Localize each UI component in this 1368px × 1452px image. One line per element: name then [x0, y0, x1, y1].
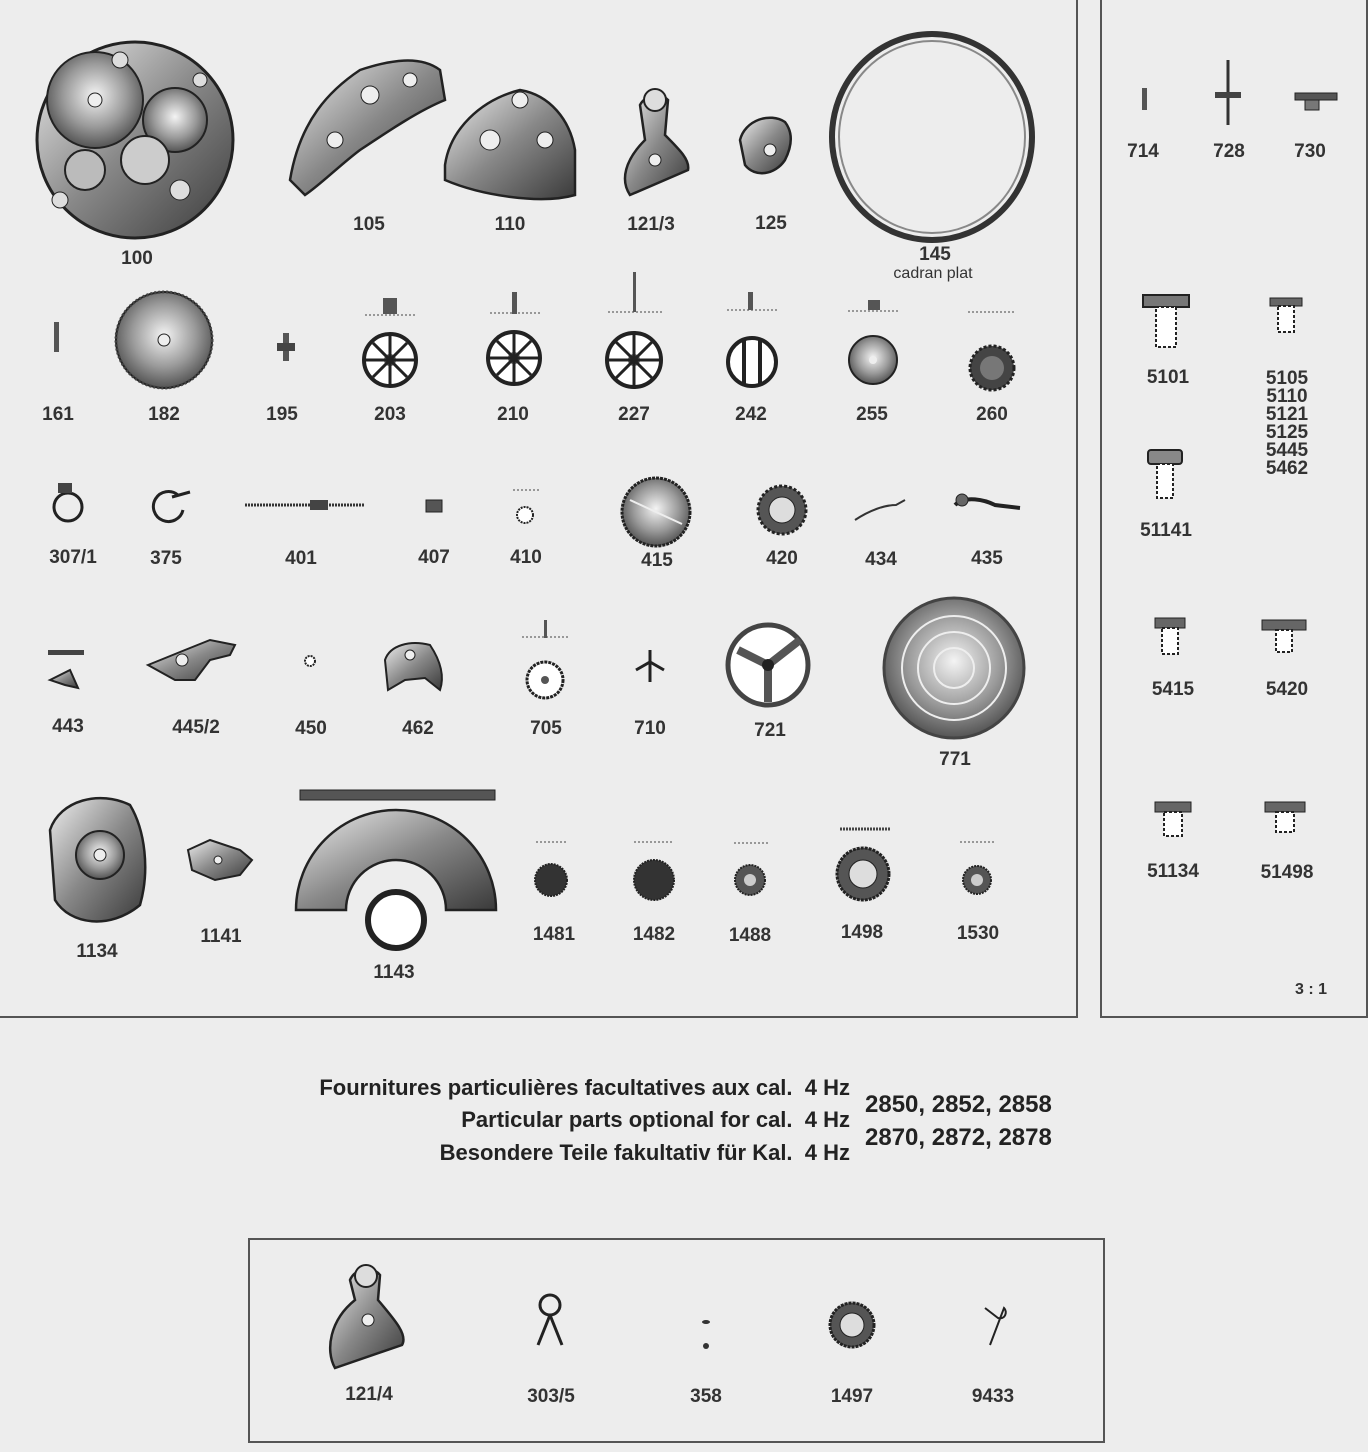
part-420-crown-wheel-icon [758, 486, 806, 534]
opt-label-9433: 9433 [971, 1386, 1015, 1407]
part-445-2-lever-icon [148, 640, 235, 680]
part-sub-145: cadran plat [893, 265, 973, 282]
part-label-1141: 1141 [200, 926, 242, 947]
part-label-771: 771 [939, 749, 971, 770]
part-label-721: 721 [754, 720, 786, 741]
screw-51498-screw-icon [1265, 802, 1305, 832]
part-label-121-3: 121/3 [627, 214, 675, 235]
part-label-445-2: 445/2 [172, 717, 220, 738]
screw-label-5420: 5420 [1265, 679, 1309, 700]
part-443-lever-icon [48, 650, 84, 688]
part-label-100: 100 [121, 248, 153, 269]
caption-english: Particular parts optional for cal. 4 Hz [461, 1107, 850, 1132]
screw-label-5105-group: 5105 5110 5121 5125 5445 5462 [1265, 368, 1309, 479]
part-407-pinion-icon [426, 500, 442, 512]
screw-5420-screw-icon [1262, 620, 1306, 652]
screw-label-51498: 51498 [1260, 862, 1314, 883]
part-label-1530: 1530 [956, 923, 1000, 944]
part-125-plate-icon [740, 118, 791, 174]
opt-9433-spring-wire-icon [985, 1308, 1006, 1345]
part-label-434: 434 [865, 549, 897, 570]
part-label-161: 161 [42, 404, 74, 425]
part-227-wheel-icon [607, 272, 662, 387]
part-161-pin-icon [54, 322, 59, 352]
part-434-spring-wire-icon [855, 500, 905, 520]
opt-121-4-lever-icon [330, 1265, 403, 1368]
screw-51134-screw-icon [1155, 802, 1191, 836]
opt-1497-gear-icon [830, 1303, 874, 1347]
part-label-1488: 1488 [728, 925, 772, 946]
part-771-hairspring-icon [884, 598, 1024, 738]
screw-label-714: 714 [1127, 141, 1159, 162]
caption-german: Besondere Teile fakultativ für Kal. 4 Hz [439, 1140, 850, 1165]
screw-label-51141: 51141 [1140, 520, 1192, 541]
screw-714-pin-icon [1142, 88, 1147, 110]
part-label-450: 450 [295, 718, 327, 739]
part-label-125: 125 [755, 213, 787, 234]
part-210-wheel-icon [488, 292, 540, 384]
part-182-barrel-icon [116, 292, 212, 388]
part-415-wheel-icon [622, 478, 690, 546]
scale-ratio: 3 : 1 [1295, 981, 1328, 998]
opt-358-jewel-icon [702, 1320, 710, 1349]
calibre-list-1: 2850, 2852, 2858 [865, 1091, 1052, 1118]
part-label-407: 407 [418, 547, 450, 568]
part-255-wheel-icon [848, 300, 900, 384]
screw-51141-screw-icon [1148, 450, 1182, 498]
opt-label-303-5: 303/5 [527, 1386, 575, 1407]
screw-label-51134: 51134 [1147, 861, 1199, 882]
part-1141-plate-icon [188, 840, 252, 880]
part-label-415: 415 [641, 550, 673, 571]
part-label-145: 145 [919, 244, 951, 265]
screw-730-screw-icon [1295, 93, 1337, 110]
part-label-307-1: 307/1 [49, 547, 97, 568]
part-1488-wheel-icon [734, 843, 768, 895]
part-203-wheel-icon [364, 298, 416, 386]
part-label-260: 260 [976, 404, 1008, 425]
screw-5105-screw-icon [1270, 298, 1302, 332]
part-label-227: 227 [618, 404, 650, 425]
screw-728-staff-icon [1215, 60, 1241, 125]
part-label-105: 105 [353, 214, 385, 235]
part-110-bridge-icon [445, 90, 575, 199]
part-1134-bridge-icon [50, 798, 145, 921]
caption-french: Fournitures particulières facultatives aux cal. 4 Hz [319, 1075, 850, 1100]
opt-label-1497: 1497 [830, 1386, 874, 1407]
part-label-1481: 1481 [532, 924, 576, 945]
part-label-1498: 1498 [840, 922, 884, 943]
part-375-spring-icon [153, 492, 190, 522]
part-label-1143: 1143 [373, 962, 415, 983]
screw-5415-screw-icon [1155, 618, 1185, 654]
part-label-242: 242 [735, 404, 767, 425]
screw-label-5101: 5101 [1146, 367, 1190, 388]
part-label-203: 203 [374, 404, 406, 425]
part-462-plate-icon [385, 643, 442, 690]
part-710-pallet-icon [636, 650, 664, 682]
part-label-195: 195 [266, 404, 298, 425]
screw-5101-screw-icon [1143, 295, 1189, 347]
part-label-443: 443 [52, 716, 84, 737]
part-label-435: 435 [971, 548, 1003, 569]
part-label-375: 375 [150, 548, 182, 569]
part-721-balance-icon [728, 625, 808, 705]
part-307-1-spring-icon [54, 483, 82, 521]
part-260-gear-icon [968, 312, 1014, 390]
part-450-star-icon [305, 656, 315, 666]
part-100-movement-icon [37, 42, 233, 238]
part-1530-wheel-icon [960, 842, 994, 894]
part-label-420: 420 [766, 548, 798, 569]
part-label-705: 705 [530, 718, 562, 739]
part-401-stem-icon [245, 500, 365, 510]
opt-label-121-4: 121/4 [345, 1384, 393, 1405]
screw-label-728: 728 [1213, 141, 1245, 162]
screw-label-730: 730 [1294, 141, 1326, 162]
part-1143-rotor-icon [296, 790, 496, 948]
part-121-3-lever-icon [625, 89, 688, 195]
part-label-401: 401 [285, 548, 317, 569]
opt-303-5-spring-icon [538, 1295, 562, 1345]
part-435-lever-icon [955, 494, 1020, 508]
part-label-255: 255 [856, 404, 888, 425]
part-label-210: 210 [497, 404, 529, 425]
part-label-1134: 1134 [76, 941, 118, 962]
part-242-wheel-icon [727, 292, 779, 386]
part-label-410: 410 [510, 547, 542, 568]
part-label-710: 710 [634, 718, 666, 739]
part-1481-wheel-icon [535, 842, 567, 896]
calibre-list-2: 2870, 2872, 2878 [865, 1124, 1052, 1151]
screw-label-5415: 5415 [1151, 679, 1195, 700]
part-410-pinion-icon [513, 490, 540, 523]
part-1482-wheel-icon [634, 842, 674, 900]
part-1498-wheel-icon [837, 829, 890, 900]
part-label-1482: 1482 [632, 924, 676, 945]
part-195-arbor-icon [277, 333, 295, 361]
opt-label-358: 358 [690, 1386, 722, 1407]
part-705-escape-wheel-icon [522, 620, 570, 698]
part-label-182: 182 [148, 404, 180, 425]
part-label-462: 462 [402, 718, 434, 739]
part-label-110: 110 [494, 214, 526, 235]
part-145-ring-icon [832, 34, 1032, 240]
part-105-automatic-bridge-icon [290, 61, 445, 195]
